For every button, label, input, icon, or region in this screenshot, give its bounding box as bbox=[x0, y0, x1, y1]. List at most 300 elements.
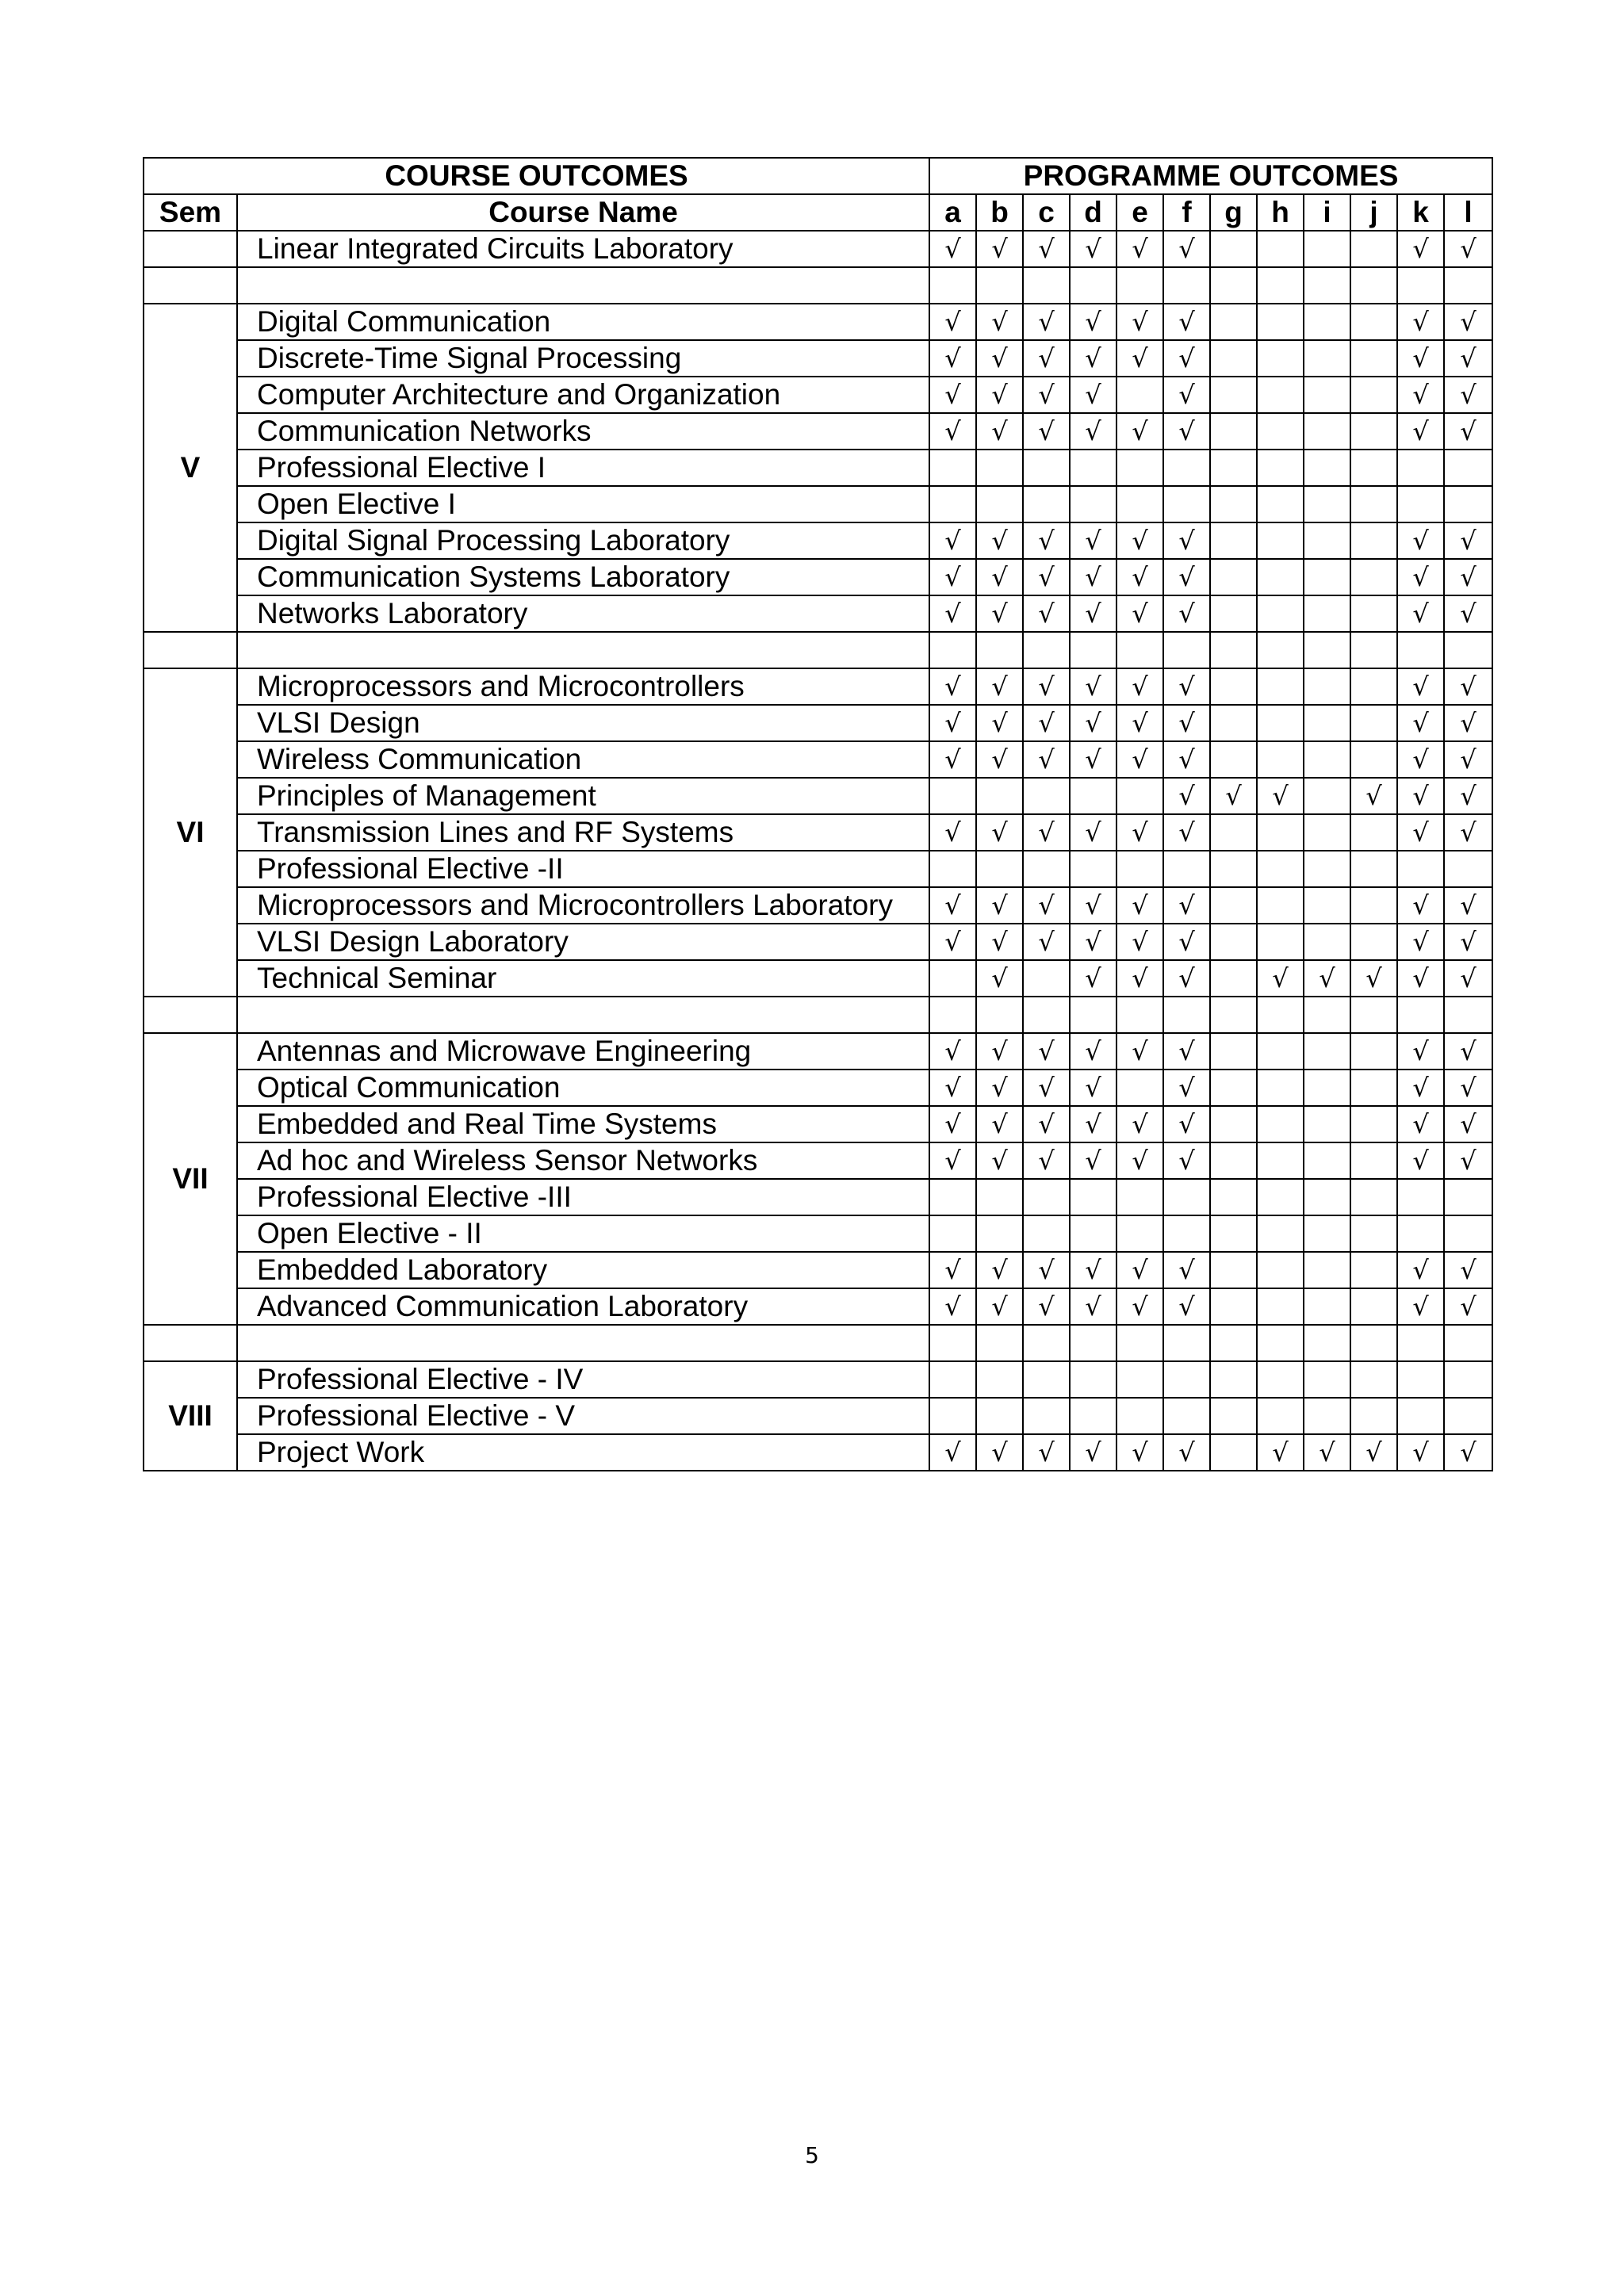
outcome-cell bbox=[976, 450, 1023, 486]
sem-cell bbox=[144, 632, 237, 668]
check-mark: √ bbox=[1444, 741, 1492, 778]
outcome-cell bbox=[1210, 1179, 1257, 1215]
outcome-cell bbox=[1257, 522, 1304, 559]
check-mark: √ bbox=[1116, 705, 1163, 741]
outcome-cell bbox=[1210, 668, 1257, 705]
course-name: Professional Elective -III bbox=[237, 1179, 929, 1215]
check-mark: √ bbox=[1163, 1434, 1210, 1471]
outcome-column-header: e bbox=[1116, 194, 1163, 231]
outcome-cell bbox=[1350, 450, 1397, 486]
check-mark: √ bbox=[976, 559, 1023, 595]
check-mark: √ bbox=[1444, 1434, 1492, 1471]
sem-cell bbox=[144, 1325, 237, 1361]
check-mark: √ bbox=[1444, 1106, 1492, 1142]
outcome-cell bbox=[1257, 741, 1304, 778]
check-mark: √ bbox=[1397, 522, 1444, 559]
course-name: Digital Communication bbox=[237, 304, 929, 340]
outcome-cell bbox=[1350, 1033, 1397, 1070]
outcome-column-header: i bbox=[1304, 194, 1350, 231]
check-mark: √ bbox=[976, 1288, 1023, 1325]
semester-label: VI bbox=[144, 668, 237, 997]
outcome-cell bbox=[976, 851, 1023, 887]
check-mark: √ bbox=[1397, 887, 1444, 924]
outcome-cell bbox=[929, 1361, 976, 1398]
outcome-cell bbox=[1304, 705, 1350, 741]
check-mark: √ bbox=[1116, 231, 1163, 267]
outcome-cell bbox=[1023, 450, 1070, 486]
course-name: VLSI Design bbox=[237, 705, 929, 741]
outcome-cell bbox=[1023, 1398, 1070, 1434]
course-name: Wireless Communication bbox=[237, 741, 929, 778]
check-mark: √ bbox=[976, 705, 1023, 741]
outcome-cell bbox=[1163, 1361, 1210, 1398]
check-mark: √ bbox=[1397, 231, 1444, 267]
outcome-cell bbox=[1257, 1033, 1304, 1070]
outcome-cell bbox=[1257, 1142, 1304, 1179]
outcome-cell bbox=[1397, 851, 1444, 887]
outcome-column-header: c bbox=[1023, 194, 1070, 231]
outcome-cell bbox=[976, 632, 1023, 668]
check-mark: √ bbox=[1397, 377, 1444, 413]
course-name: Professional Elective - V bbox=[237, 1398, 929, 1434]
outcome-cell bbox=[1163, 1179, 1210, 1215]
check-mark: √ bbox=[1023, 705, 1070, 741]
check-mark: √ bbox=[1116, 960, 1163, 997]
outcome-cell bbox=[1257, 887, 1304, 924]
outcome-cell bbox=[1210, 486, 1257, 522]
check-mark: √ bbox=[1070, 1106, 1116, 1142]
outcome-column-header: f bbox=[1163, 194, 1210, 231]
outcome-cell bbox=[1116, 1215, 1163, 1252]
outcome-cell bbox=[929, 997, 976, 1033]
table-header-row-2 bbox=[144, 194, 1492, 231]
outcome-cell bbox=[1163, 450, 1210, 486]
outcome-cell bbox=[1116, 267, 1163, 304]
spacer-row bbox=[144, 997, 1492, 1033]
course-row bbox=[144, 851, 1492, 887]
check-mark: √ bbox=[929, 1142, 976, 1179]
course-name: Computer Architecture and Organization bbox=[237, 377, 929, 413]
outcome-cell bbox=[929, 450, 976, 486]
outcome-cell bbox=[1163, 997, 1210, 1033]
outcome-cell bbox=[1210, 851, 1257, 887]
outcome-cell bbox=[1304, 887, 1350, 924]
check-mark: √ bbox=[1116, 1142, 1163, 1179]
outcome-cell bbox=[1070, 267, 1116, 304]
outcome-cell bbox=[1304, 595, 1350, 632]
outcome-cell bbox=[1397, 997, 1444, 1033]
outcome-cell bbox=[976, 1398, 1023, 1434]
check-mark: √ bbox=[1163, 377, 1210, 413]
check-mark: √ bbox=[976, 960, 1023, 997]
check-mark: √ bbox=[1070, 960, 1116, 997]
outcome-column-header: k bbox=[1397, 194, 1444, 231]
outcome-cell bbox=[1163, 632, 1210, 668]
course-name-cell bbox=[237, 1325, 929, 1361]
outcome-cell bbox=[1257, 1398, 1304, 1434]
outcome-cell bbox=[1210, 705, 1257, 741]
check-mark: √ bbox=[929, 1033, 976, 1070]
outcome-cell bbox=[1023, 632, 1070, 668]
course-row bbox=[144, 413, 1492, 450]
check-mark: √ bbox=[1163, 924, 1210, 960]
outcome-cell bbox=[1350, 486, 1397, 522]
outcome-cell bbox=[1350, 304, 1397, 340]
course-name: Professional Elective -II bbox=[237, 851, 929, 887]
outcome-cell bbox=[1070, 1325, 1116, 1361]
course-row bbox=[144, 1398, 1492, 1434]
check-mark: √ bbox=[1444, 1070, 1492, 1106]
course-name: Open Elective I bbox=[237, 486, 929, 522]
outcome-cell bbox=[1210, 1142, 1257, 1179]
outcome-cell bbox=[1304, 267, 1350, 304]
check-mark: √ bbox=[929, 304, 976, 340]
outcome-cell bbox=[1350, 559, 1397, 595]
outcome-cell bbox=[1257, 486, 1304, 522]
outcome-cell bbox=[1350, 705, 1397, 741]
outcome-cell bbox=[1304, 632, 1350, 668]
course-name: Ad hoc and Wireless Sensor Networks bbox=[237, 1142, 929, 1179]
outcome-cell bbox=[1304, 1252, 1350, 1288]
check-mark: √ bbox=[1116, 1434, 1163, 1471]
outcome-cell bbox=[1210, 1252, 1257, 1288]
page-number: 5 bbox=[805, 2142, 819, 2168]
check-mark: √ bbox=[1116, 304, 1163, 340]
check-mark: √ bbox=[1444, 960, 1492, 997]
course-name: Transmission Lines and RF Systems bbox=[237, 814, 929, 851]
check-mark: √ bbox=[1163, 887, 1210, 924]
course-row bbox=[144, 1361, 1492, 1398]
outcome-cell bbox=[1350, 1070, 1397, 1106]
check-mark: √ bbox=[929, 1434, 976, 1471]
outcome-cell bbox=[1257, 413, 1304, 450]
check-mark: √ bbox=[1444, 814, 1492, 851]
course-name: Communication Networks bbox=[237, 413, 929, 450]
outcome-cell bbox=[1304, 814, 1350, 851]
check-mark: √ bbox=[976, 814, 1023, 851]
outcome-cell bbox=[1116, 778, 1163, 814]
outcome-cell bbox=[1304, 778, 1350, 814]
check-mark: √ bbox=[1444, 377, 1492, 413]
check-mark: √ bbox=[1163, 231, 1210, 267]
check-mark: √ bbox=[1070, 668, 1116, 705]
outcome-cell bbox=[929, 851, 976, 887]
check-mark: √ bbox=[1023, 1434, 1070, 1471]
course-name: Microprocessors and Microcontrollers bbox=[237, 668, 929, 705]
course-row bbox=[144, 304, 1492, 340]
outcome-cell bbox=[1163, 1325, 1210, 1361]
course-row bbox=[144, 340, 1492, 377]
course-name: Antennas and Microwave Engineering bbox=[237, 1033, 929, 1070]
outcome-cell bbox=[1257, 1215, 1304, 1252]
outcome-cell bbox=[1304, 340, 1350, 377]
outcome-cell bbox=[1257, 1288, 1304, 1325]
check-mark: √ bbox=[1070, 1252, 1116, 1288]
outcome-cell bbox=[1070, 997, 1116, 1033]
course-name: Professional Elective I bbox=[237, 450, 929, 486]
check-mark: √ bbox=[929, 340, 976, 377]
outcome-cell bbox=[1257, 814, 1304, 851]
outcome-cell bbox=[1304, 1325, 1350, 1361]
outcome-cell bbox=[1350, 924, 1397, 960]
check-mark: √ bbox=[1350, 1434, 1397, 1471]
check-mark: √ bbox=[1116, 595, 1163, 632]
check-mark: √ bbox=[1023, 741, 1070, 778]
outcome-cell bbox=[1070, 1215, 1116, 1252]
check-mark: √ bbox=[976, 1033, 1023, 1070]
check-mark: √ bbox=[1163, 1252, 1210, 1288]
course-name: Discrete-Time Signal Processing bbox=[237, 340, 929, 377]
course-outcomes-heading: COURSE OUTCOMES bbox=[144, 158, 929, 194]
check-mark: √ bbox=[1163, 1288, 1210, 1325]
course-row bbox=[144, 668, 1492, 705]
outcome-cell bbox=[1350, 1215, 1397, 1252]
outcome-cell bbox=[1257, 304, 1304, 340]
check-mark: √ bbox=[1163, 595, 1210, 632]
check-mark: √ bbox=[1116, 413, 1163, 450]
check-mark: √ bbox=[1116, 741, 1163, 778]
outcome-cell bbox=[1444, 1179, 1492, 1215]
check-mark: √ bbox=[1397, 1142, 1444, 1179]
outcome-column-header: d bbox=[1070, 194, 1116, 231]
check-mark: √ bbox=[1397, 960, 1444, 997]
check-mark: √ bbox=[1070, 340, 1116, 377]
course-row bbox=[144, 1033, 1492, 1070]
outcome-cell bbox=[1257, 997, 1304, 1033]
outcome-cell bbox=[929, 1398, 976, 1434]
course-name: Technical Seminar bbox=[237, 960, 929, 997]
outcome-cell bbox=[1116, 1070, 1163, 1106]
check-mark: √ bbox=[1070, 377, 1116, 413]
check-mark: √ bbox=[1163, 778, 1210, 814]
outcome-cell bbox=[1444, 997, 1492, 1033]
course-row bbox=[144, 486, 1492, 522]
course-row bbox=[144, 450, 1492, 486]
course-row bbox=[144, 377, 1492, 413]
course-row bbox=[144, 1252, 1492, 1288]
course-name: Linear Integrated Circuits Laboratory bbox=[237, 231, 929, 267]
check-mark: √ bbox=[1163, 1033, 1210, 1070]
outcome-cell bbox=[1023, 1215, 1070, 1252]
outcome-cell bbox=[1070, 450, 1116, 486]
check-mark: √ bbox=[1116, 814, 1163, 851]
outcome-cell bbox=[1304, 304, 1350, 340]
check-mark: √ bbox=[1023, 231, 1070, 267]
outcome-cell bbox=[1304, 851, 1350, 887]
outcome-cell bbox=[1023, 778, 1070, 814]
course-row bbox=[144, 559, 1492, 595]
course-name-cell bbox=[237, 267, 929, 304]
outcome-cell bbox=[1257, 450, 1304, 486]
outcome-cell bbox=[1350, 1142, 1397, 1179]
check-mark: √ bbox=[1444, 304, 1492, 340]
check-mark: √ bbox=[976, 1070, 1023, 1106]
outcome-cell bbox=[1116, 1179, 1163, 1215]
check-mark: √ bbox=[1444, 340, 1492, 377]
outcome-cell bbox=[1210, 1398, 1257, 1434]
check-mark: √ bbox=[1023, 1288, 1070, 1325]
outcome-cell bbox=[1116, 1361, 1163, 1398]
outcome-cell bbox=[1350, 997, 1397, 1033]
check-mark: √ bbox=[1070, 887, 1116, 924]
outcome-cell bbox=[1210, 887, 1257, 924]
check-mark: √ bbox=[1444, 887, 1492, 924]
course-row bbox=[144, 814, 1492, 851]
outcome-cell bbox=[976, 1179, 1023, 1215]
outcome-cell bbox=[976, 486, 1023, 522]
outcome-cell bbox=[1350, 267, 1397, 304]
check-mark: √ bbox=[929, 705, 976, 741]
sem-cell bbox=[144, 267, 237, 304]
outcome-cell bbox=[1070, 778, 1116, 814]
check-mark: √ bbox=[1444, 778, 1492, 814]
check-mark: √ bbox=[1070, 304, 1116, 340]
outcome-cell bbox=[1257, 340, 1304, 377]
check-mark: √ bbox=[1163, 413, 1210, 450]
outcome-cell bbox=[1350, 814, 1397, 851]
check-mark: √ bbox=[1116, 1288, 1163, 1325]
outcome-cell bbox=[1397, 486, 1444, 522]
outcome-cell bbox=[1257, 1325, 1304, 1361]
course-row bbox=[144, 1106, 1492, 1142]
outcome-cell bbox=[1023, 486, 1070, 522]
check-mark: √ bbox=[1397, 559, 1444, 595]
check-mark: √ bbox=[1023, 304, 1070, 340]
course-row bbox=[144, 1288, 1492, 1325]
outcome-cell bbox=[1257, 851, 1304, 887]
course-name: VLSI Design Laboratory bbox=[237, 924, 929, 960]
outcome-cell bbox=[976, 997, 1023, 1033]
course-row bbox=[144, 522, 1492, 559]
semester-label: VIII bbox=[144, 1361, 237, 1471]
check-mark: √ bbox=[1070, 1070, 1116, 1106]
course-name: Microprocessors and Microcontrollers Laboratory bbox=[237, 887, 929, 924]
course-name-cell bbox=[237, 632, 929, 668]
course-name: Digital Signal Processing Laboratory bbox=[237, 522, 929, 559]
check-mark: √ bbox=[1257, 960, 1304, 997]
outcome-cell bbox=[976, 1325, 1023, 1361]
course-name: Embedded and Real Time Systems bbox=[237, 1106, 929, 1142]
course-name: Principles of Management bbox=[237, 778, 929, 814]
check-mark: √ bbox=[1163, 304, 1210, 340]
outcome-cell bbox=[1304, 741, 1350, 778]
outcome-cell bbox=[1397, 1361, 1444, 1398]
outcome-cell bbox=[1070, 851, 1116, 887]
check-mark: √ bbox=[1397, 778, 1444, 814]
outcome-cell bbox=[1257, 377, 1304, 413]
outcome-cell bbox=[1163, 486, 1210, 522]
outcome-cell bbox=[1023, 851, 1070, 887]
outcome-cell bbox=[1210, 814, 1257, 851]
sem-cell bbox=[144, 997, 237, 1033]
course-name: Embedded Laboratory bbox=[237, 1252, 929, 1288]
check-mark: √ bbox=[929, 741, 976, 778]
outcome-cell bbox=[1257, 705, 1304, 741]
check-mark: √ bbox=[1350, 778, 1397, 814]
outcome-cell bbox=[1257, 1361, 1304, 1398]
check-mark: √ bbox=[1444, 413, 1492, 450]
outcome-cell bbox=[1444, 1361, 1492, 1398]
outcome-cell bbox=[1304, 413, 1350, 450]
course-name: Optical Communication bbox=[237, 1070, 929, 1106]
table-header-row-1 bbox=[144, 158, 1492, 194]
outcome-cell bbox=[929, 1215, 976, 1252]
outcome-cell bbox=[1350, 851, 1397, 887]
outcome-column-header: h bbox=[1257, 194, 1304, 231]
outcome-cell bbox=[1304, 377, 1350, 413]
check-mark: √ bbox=[1163, 559, 1210, 595]
outcome-cell bbox=[929, 632, 976, 668]
outcome-cell bbox=[929, 1325, 976, 1361]
outcome-cell bbox=[1210, 595, 1257, 632]
outcome-cell bbox=[1304, 559, 1350, 595]
course-name: Open Elective - II bbox=[237, 1215, 929, 1252]
outcome-cell bbox=[1444, 1215, 1492, 1252]
outcome-cell bbox=[1070, 632, 1116, 668]
outcome-cell bbox=[1257, 231, 1304, 267]
semester-label: VII bbox=[144, 1033, 237, 1325]
check-mark: √ bbox=[1023, 522, 1070, 559]
check-mark: √ bbox=[1444, 231, 1492, 267]
outcome-cell bbox=[1304, 1033, 1350, 1070]
outcome-cell bbox=[1116, 851, 1163, 887]
outcome-cell bbox=[1210, 267, 1257, 304]
spacer-row bbox=[144, 1325, 1492, 1361]
outcome-cell bbox=[1210, 1288, 1257, 1325]
programme-outcomes-heading: PROGRAMME OUTCOMES bbox=[929, 158, 1492, 194]
outcome-cell bbox=[1350, 340, 1397, 377]
outcome-cell bbox=[1304, 1361, 1350, 1398]
check-mark: √ bbox=[1444, 559, 1492, 595]
outcome-cell bbox=[976, 778, 1023, 814]
outcome-cell bbox=[1210, 997, 1257, 1033]
check-mark: √ bbox=[1116, 340, 1163, 377]
outcome-cell bbox=[1210, 924, 1257, 960]
outcome-cell bbox=[1350, 413, 1397, 450]
check-mark: √ bbox=[929, 1070, 976, 1106]
check-mark: √ bbox=[1444, 705, 1492, 741]
outcome-cell bbox=[1116, 377, 1163, 413]
check-mark: √ bbox=[976, 1434, 1023, 1471]
check-mark: √ bbox=[1116, 887, 1163, 924]
outcome-cell bbox=[1304, 1398, 1350, 1434]
check-mark: √ bbox=[1023, 377, 1070, 413]
outcome-cell bbox=[1304, 231, 1350, 267]
check-mark: √ bbox=[1397, 340, 1444, 377]
outcome-cell bbox=[1210, 1325, 1257, 1361]
outcome-cell bbox=[1163, 1398, 1210, 1434]
check-mark: √ bbox=[929, 1252, 976, 1288]
check-mark: √ bbox=[1397, 814, 1444, 851]
outcome-column-header: g bbox=[1210, 194, 1257, 231]
check-mark: √ bbox=[1163, 668, 1210, 705]
check-mark: √ bbox=[1163, 960, 1210, 997]
check-mark: √ bbox=[1070, 1434, 1116, 1471]
check-mark: √ bbox=[1304, 1434, 1350, 1471]
outcome-cell bbox=[1116, 486, 1163, 522]
outcome-cell bbox=[929, 778, 976, 814]
outcome-cell bbox=[1444, 450, 1492, 486]
outcome-cell bbox=[1304, 1215, 1350, 1252]
check-mark: √ bbox=[1070, 705, 1116, 741]
check-mark: √ bbox=[1444, 1252, 1492, 1288]
outcome-cell bbox=[1257, 668, 1304, 705]
outcome-cell bbox=[1116, 1398, 1163, 1434]
outcome-cell bbox=[1070, 486, 1116, 522]
outcome-cell bbox=[1116, 997, 1163, 1033]
check-mark: √ bbox=[1350, 960, 1397, 997]
check-mark: √ bbox=[1397, 413, 1444, 450]
